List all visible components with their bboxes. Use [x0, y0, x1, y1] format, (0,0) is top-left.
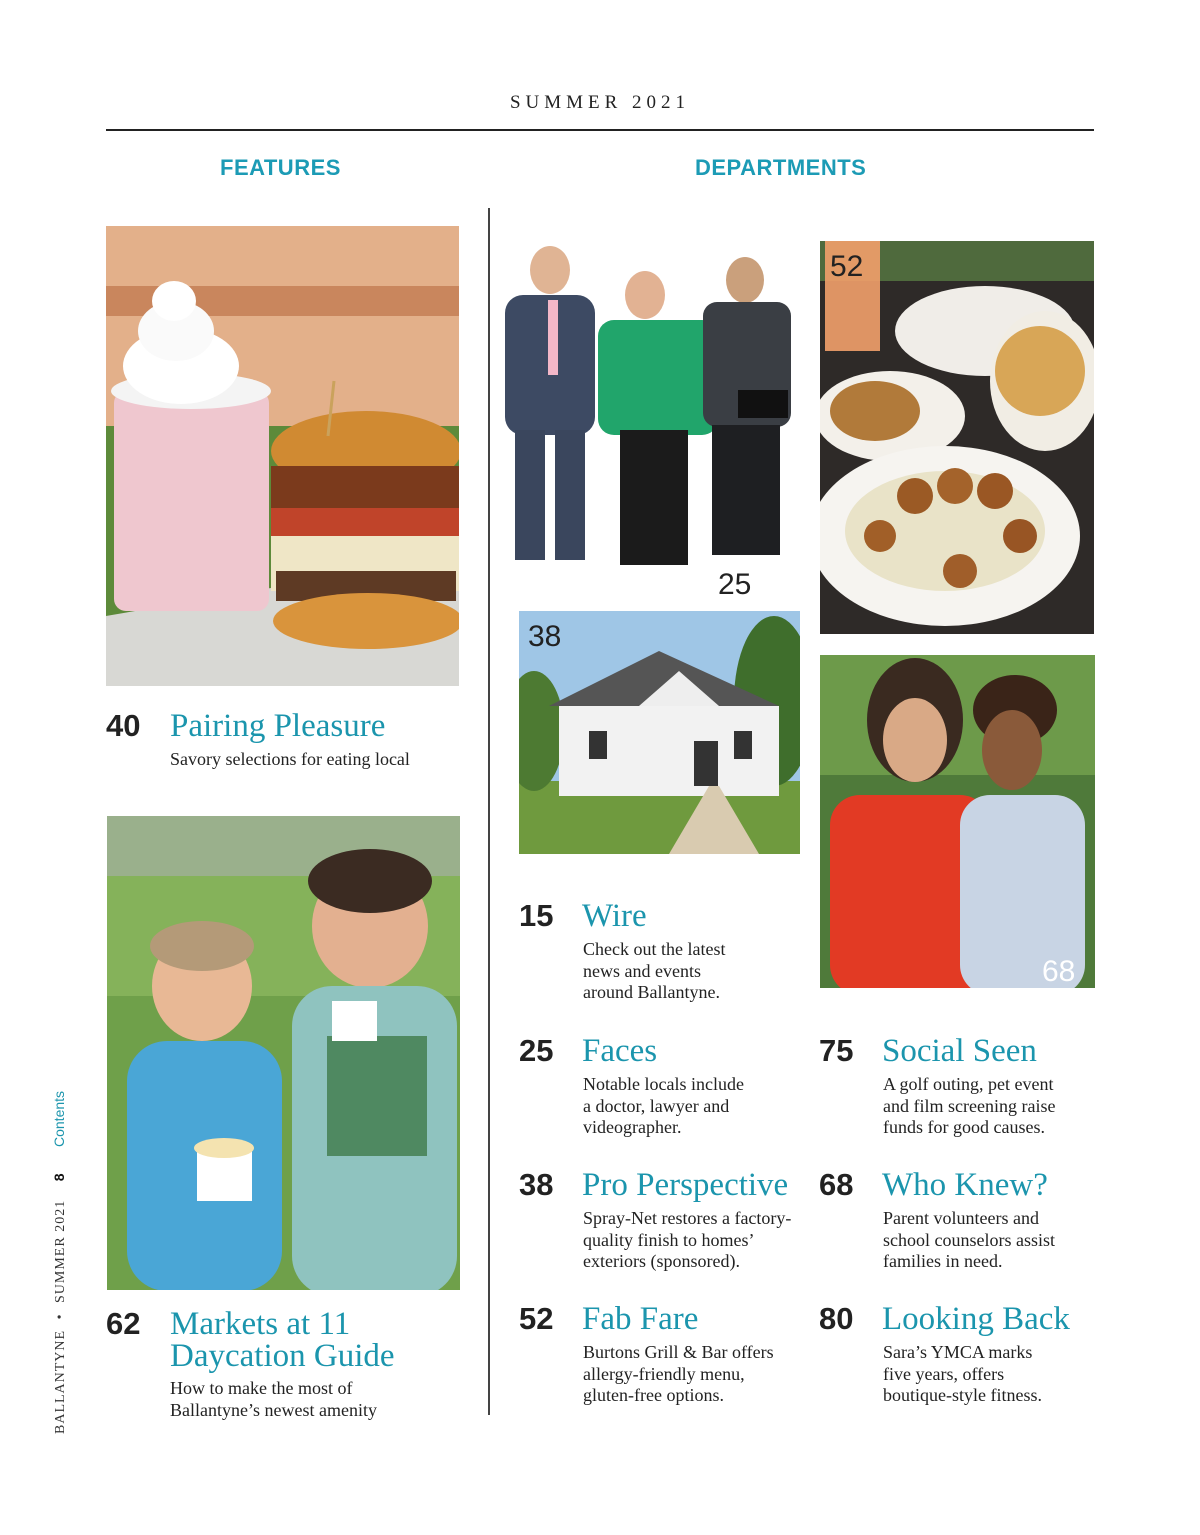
spine-publication: BALLANTYNE [53, 1329, 68, 1434]
department-description: Check out the latest news and events around Ballantyne. [583, 939, 726, 1002]
department-page-number: 75 [819, 1033, 854, 1068]
department-description: Sara’s YMCA marks five years, offers boutique-style fitness. [883, 1342, 1042, 1405]
department-page-number: 38 [519, 1167, 554, 1202]
feature-page-number: 40 [106, 708, 141, 743]
spine-issue: SUMMER 2021 [53, 1199, 68, 1303]
department-title[interactable]: Social Seen [882, 1033, 1037, 1069]
feature-title[interactable]: Pairing Pleasure [170, 708, 386, 744]
departments-heading: DEPARTMENTS [695, 155, 867, 180]
faces-photo-page-tag: 25 [718, 568, 752, 601]
column-divider [488, 208, 490, 1415]
feature-page-number: 62 [106, 1306, 141, 1341]
volunteers-photo [820, 655, 1095, 988]
page-number: 8 [51, 1173, 67, 1182]
department-page-number: 68 [819, 1167, 854, 1202]
department-title[interactable]: Faces [582, 1033, 658, 1069]
issue-label: SUMMER 2021 [509, 92, 691, 113]
department-title[interactable]: Looking Back [882, 1301, 1070, 1337]
faces-group-photo [500, 240, 802, 600]
spine-separator: • [53, 1313, 68, 1320]
feature-description: Savory selections for eating local [170, 749, 410, 769]
burger-milkshake-photo [106, 226, 459, 686]
department-description: Burtons Grill & Bar offers allergy-friendly menu, gluten-free options. [583, 1342, 774, 1405]
department-page-number: 15 [519, 898, 554, 933]
women-photo-page-tag: 68 [1042, 955, 1076, 988]
department-description: A golf outing, pet event and film screening raise funds for good causes. [883, 1074, 1056, 1137]
department-page-number: 80 [819, 1301, 854, 1336]
department-title[interactable]: Pro Perspective [582, 1167, 789, 1203]
department-description: Notable locals include a doctor, lawyer and videographer. [583, 1074, 744, 1137]
food-photo-page-tag: 52 [830, 250, 864, 283]
features-heading: FEATURES [220, 155, 341, 180]
page-spine [51, 1091, 69, 1434]
department-title[interactable]: Wire [582, 898, 647, 934]
house-photo-page-tag: 38 [528, 620, 562, 653]
department-description: Spray-Net restores a factory- quality finish to homes’ exteriors (sponsored). [583, 1208, 792, 1271]
scallops-dinner-photo [820, 241, 1094, 634]
department-title[interactable]: Fab Fare [582, 1301, 699, 1337]
department-title[interactable]: Who Knew? [882, 1167, 1048, 1203]
department-page-number: 25 [519, 1033, 554, 1068]
department-description: Parent volunteers and school counselors assist families in need. [883, 1208, 1055, 1271]
kids-ice-cream-photo [107, 816, 460, 1290]
header-rule [106, 129, 1094, 131]
spine-section: Contents [51, 1090, 67, 1147]
feature-title[interactable]: Markets at 11 Daycation Guide [170, 1306, 395, 1374]
feature-description: How to make the most of Ballantyne’s newest amenity [170, 1378, 377, 1420]
department-page-number: 52 [519, 1301, 554, 1336]
